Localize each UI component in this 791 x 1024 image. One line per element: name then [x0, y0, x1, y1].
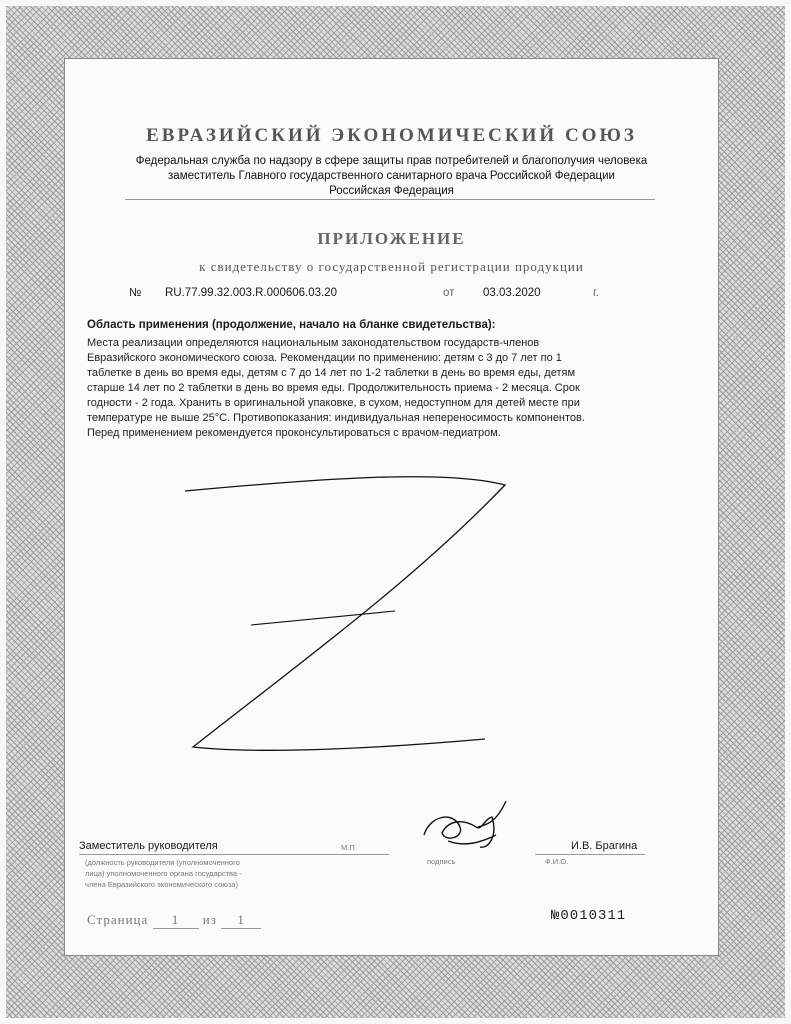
- page-current: 1: [153, 912, 199, 929]
- annex-title: ПРИЛОЖЕНИЕ: [317, 229, 466, 248]
- footnote-line: члена Евразийского экономического союза): [85, 880, 238, 889]
- body-line: температуре не выше 25°С. Противопоказания: индивидуальная непереносимость компонентов.: [87, 412, 585, 424]
- name-caption: Ф.И.О.: [545, 857, 569, 866]
- agency-line-2: заместитель Главного государственного санитарного врача Российской Федерации: [168, 170, 615, 182]
- signatory-name: И.В. Брагина: [571, 840, 638, 852]
- certificate-sheet: [64, 58, 719, 956]
- signature-image: [420, 797, 530, 859]
- position-underline: [79, 854, 389, 855]
- position-footnote: [85, 857, 242, 890]
- name-underline: [535, 854, 645, 855]
- body-line: таблетке в день во время еды, детям с 7 до 14 лет по 1-2 таблетки в день во время еды, детям: [87, 367, 576, 379]
- section-title: Область применения (продолжение, начало на бланке свидетельства):: [87, 319, 496, 331]
- stamp-mark: М.П.: [341, 843, 357, 852]
- signatory-position: Заместитель руководителя: [79, 840, 218, 852]
- body-line: годности - 2 года. Хранить в оригинальной упаковке, в сухом, недоступном для детей месте при: [87, 397, 580, 409]
- agency-line-3: Российская Федерация: [329, 185, 454, 197]
- body-line: старше 14 лет по 2 таблетки в день во время еды. Продолжительность приема - 2 месяца. Срок: [87, 382, 580, 394]
- page-total: 1: [221, 912, 261, 929]
- union-title: ЕВРАЗИЙСКИЙ ЭКОНОМИЧЕСКИЙ СОЮЗ: [146, 125, 637, 146]
- number-label: №: [129, 287, 142, 299]
- signature-caption: подпись: [427, 857, 456, 866]
- z-strike-mark: [65, 59, 720, 957]
- page-indicator: [87, 912, 261, 929]
- registration-number: RU.77.99.32.003.R.000606.03.20: [165, 287, 337, 299]
- body-line: Места реализации определяются национальным законодательством государств-членов: [87, 337, 540, 349]
- body-line: Евразийского экономического союза. Рекомендации по применению: детям с 3 до 7 лет по 1: [87, 352, 562, 364]
- serial-number: №0010311: [551, 908, 627, 924]
- date-prefix: от: [443, 287, 455, 299]
- footnote-line: (должность руководителя (уполномоченного: [85, 858, 240, 867]
- footnote-line: лица) уполномоченного органа государства -: [85, 869, 242, 878]
- year-suffix: г.: [593, 287, 599, 299]
- page-of-label: из: [202, 912, 217, 927]
- body-line: Перед применением рекомендуется проконсультироваться с врачом-педиатром.: [87, 427, 501, 439]
- agency-line-1: Федеральная служба по надзору в сфере защиты прав потребителей и благополучия человека: [135, 155, 648, 167]
- annex-subtitle: к свидетельству о государственной регистрации продукции: [199, 259, 584, 274]
- page-label: Страница: [87, 912, 149, 927]
- registration-date: 03.03.2020: [483, 287, 541, 299]
